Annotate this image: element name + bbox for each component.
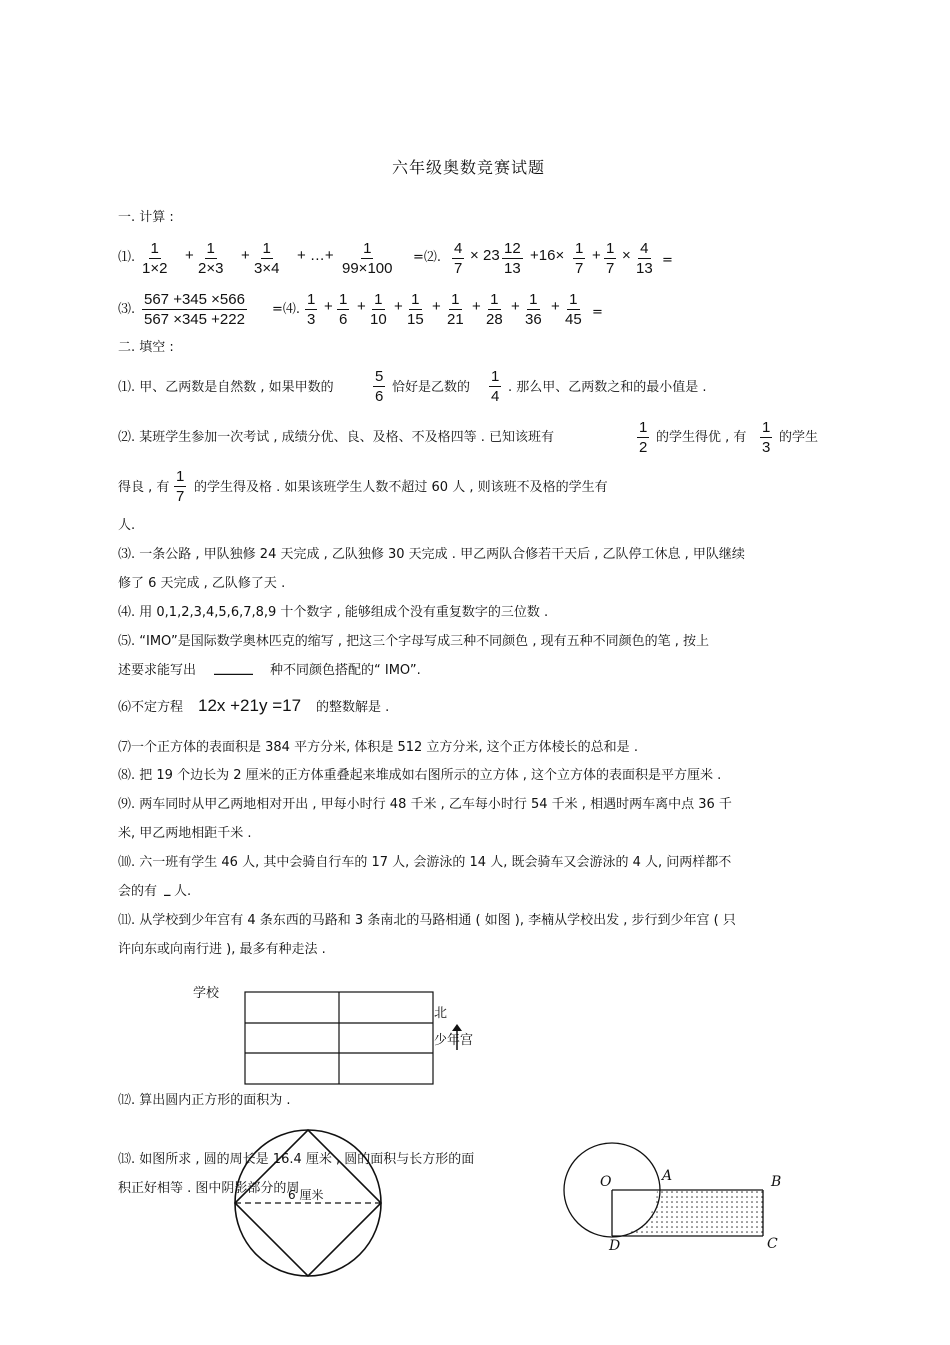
question-1-text: ⑴. 甲、乙两数是自然数 , 如果甲数的 bbox=[118, 380, 334, 395]
question-2-text: ⑵. 某班学生参加一次考试 , 成绩分优、良、及格、不及格四等 . 已知该班有 bbox=[118, 430, 555, 445]
question-9-text: 米, 甲乙两地相距千米 . bbox=[118, 826, 252, 841]
question-13-text: 积正好相等 . 图中阴影部分的周 bbox=[118, 1181, 300, 1196]
plus-operator: + bbox=[324, 298, 333, 315]
answer-blank: ______ bbox=[214, 661, 253, 676]
fraction: $\frac{1}{10}$ bbox=[370, 291, 387, 328]
fraction: $\frac{1}{7}$ bbox=[606, 240, 615, 277]
problem-4-label: =⑷. bbox=[272, 302, 301, 317]
fraction: $\frac{1}{7}$ bbox=[176, 468, 185, 505]
question-13-text: ⒀. 如图所求 , 圆的周长是 16.4 厘米 , 圆的面积与长方形的面 bbox=[118, 1152, 475, 1167]
question-2-text: 的学生得及格 . 如果该班学生人数不超过 60 人 , 则该班不及格的学生有 bbox=[194, 480, 608, 495]
fraction: $\frac{4}{13}$ bbox=[636, 240, 653, 277]
question-2-text: 的学生得优 , 有 bbox=[656, 430, 747, 445]
section-heading-calc: 一. 计算 : bbox=[118, 210, 174, 225]
fraction: $\frac{1}{36}$ bbox=[525, 291, 542, 328]
ellipsis-operator: + …+ bbox=[297, 247, 334, 264]
page-title: 六年级奥数竞赛试题 bbox=[392, 158, 546, 177]
fraction: $\frac{1}{21}$ bbox=[447, 291, 464, 328]
question-8-text: ⑻. 把 19 个边长为 2 厘米的正方体重叠起来堆成如右图所示的立方体 , 这个立方体的表面积是平方厘米 . bbox=[118, 768, 722, 783]
question-11-text: 许向东或向南行进 ), 最多有种走法 . bbox=[118, 942, 326, 957]
question-9-text: ⑼. 两车同时从甲乙两地相对开出 , 甲每小时行 48 千米 , 乙车每小时行 54 千米 , 相遇时两车离中点 36 千 bbox=[118, 797, 732, 812]
plus-operator: + bbox=[357, 298, 366, 315]
question-1-text: . 那么甲、乙两数之和的最小值是 . bbox=[508, 380, 707, 395]
fraction: $\frac{1}{6}$ bbox=[339, 291, 348, 328]
fraction: $\frac{1}{3\times 4}$ bbox=[254, 240, 280, 277]
fraction: $\frac{1}{3}$ bbox=[307, 291, 316, 328]
fraction: $\frac{1}{99\times 100}$ bbox=[342, 240, 393, 277]
times-operator: × bbox=[470, 247, 479, 264]
fraction: $\frac{1}{2\times 3}$ bbox=[198, 240, 224, 277]
question-5-text: 述要求能写出 bbox=[118, 663, 197, 678]
question-5-text: ⑸. “IMO”是国际数学奥林匹克的缩写 , 把这三个字母写成三种不同颜色 , 现有五种不同颜色的笔 , 按上 bbox=[118, 634, 709, 649]
fraction: $\frac{567 +345 \times 566}{567 \times 345 +222}$ bbox=[144, 291, 245, 328]
question-12-text: ⑿. 算出圆内正方形的面积为 . bbox=[118, 1093, 291, 1108]
problem-1-label: ⑴. bbox=[118, 250, 136, 265]
plus-operator: + bbox=[551, 298, 560, 315]
point-c-label: C bbox=[767, 1236, 778, 1252]
plus-operator: + bbox=[241, 247, 250, 264]
question-2-text: 人. bbox=[118, 518, 136, 533]
diameter-label: 6 厘米 bbox=[288, 1188, 324, 1202]
fraction: $\frac{4}{7}$ bbox=[454, 240, 463, 277]
question-2-text: 的学生 bbox=[779, 430, 819, 445]
point-d-label: D bbox=[609, 1238, 621, 1254]
fraction: $\frac{1}{4}$ bbox=[491, 368, 500, 405]
equals-sign: = bbox=[662, 253, 673, 268]
question-4-text: ⑷. 用 0,1,2,3,4,5,6,7,8,9 十个数字 , 能够组成个没有重复数字的三位数 . bbox=[118, 605, 549, 620]
question-5-text: 种不同颜色搭配的“ IMO”. bbox=[270, 663, 421, 678]
equals-sign: = bbox=[592, 305, 603, 320]
fraction: $\frac{1}{3}$ bbox=[762, 419, 771, 456]
question-10-text: 人. bbox=[174, 884, 192, 899]
point-b-label: B bbox=[771, 1174, 782, 1190]
fraction: $\frac{1}{2}$ bbox=[639, 419, 648, 456]
problem-3-label: ⑶. bbox=[118, 302, 136, 317]
question-10-text: 会的有 bbox=[118, 884, 158, 899]
plus-operator: + bbox=[511, 298, 520, 315]
answer-blank: _ bbox=[164, 882, 171, 897]
question-7-text: ⑺一个正方体的表面积是 384 平方分米, 体积是 512 立方分米, 这个正方体棱长的总和是 . bbox=[118, 740, 638, 755]
fraction: $\frac{1}{45}$ bbox=[565, 291, 582, 328]
question-1-text: 恰好是乙数的 bbox=[392, 380, 471, 395]
point-a-label: A bbox=[662, 1168, 673, 1184]
plus-operator: + bbox=[185, 247, 194, 264]
fraction: $\frac{1}{7}$ bbox=[575, 240, 584, 277]
question-3-text: ⑶. 一条公路 , 甲队独修 24 天完成 , 乙队独修 30 天完成 . 甲乙两队合修若干天后 , 乙队停工休息 , 甲队继续 bbox=[118, 547, 745, 562]
mixed-number-whole: 23 bbox=[483, 247, 500, 264]
question-2-text: 得良 , 有 bbox=[118, 480, 170, 495]
question-3-text: 修了 6 天完成 , 乙队修了天 . bbox=[118, 576, 286, 591]
fraction: $\frac{1}{15}$ bbox=[407, 291, 424, 328]
question-6-text: 的整数解是 . bbox=[316, 700, 390, 715]
fraction: $\frac{1}{1\times 2}$ bbox=[142, 240, 168, 277]
grid-north-label: 北 bbox=[434, 1006, 448, 1021]
fraction: $\frac{1}{28}$ bbox=[486, 291, 503, 328]
fraction: $\frac{5}{6}$ bbox=[375, 368, 384, 405]
fraction: $\frac{12}{13}$ bbox=[504, 240, 521, 277]
plus-operator: + bbox=[472, 298, 481, 315]
question-10-text: ⑽. 六一班有学生 46 人, 其中会骑自行车的 17 人, 会游泳的 14 人, 既会骑车又会游泳的 4 人, 问两样都不 bbox=[118, 855, 732, 870]
grid-palace-label: 少年宫 bbox=[434, 1033, 474, 1048]
equation: 12x +21y =17 bbox=[198, 696, 302, 715]
grid-school-label: 学校 bbox=[193, 986, 220, 1001]
question-6-text: ⑹不定方程 bbox=[118, 700, 184, 715]
plus-operator: + bbox=[432, 298, 441, 315]
expression-segment: +16× bbox=[530, 247, 565, 264]
section-heading-fill: 二. 填空 : bbox=[118, 340, 174, 355]
question-11-text: ⑾. 从学校到少年宫有 4 条东西的马路和 3 条南北的马路相通 ( 如图 ), 李楠从学校出发 , 步行到少年宫 ( 只 bbox=[118, 913, 736, 928]
plus-operator: + bbox=[394, 298, 403, 315]
times-operator: × bbox=[622, 247, 631, 264]
point-o-label: O bbox=[600, 1174, 612, 1190]
problem-2-label: =⑵. bbox=[413, 250, 442, 265]
plus-operator: + bbox=[592, 247, 601, 264]
